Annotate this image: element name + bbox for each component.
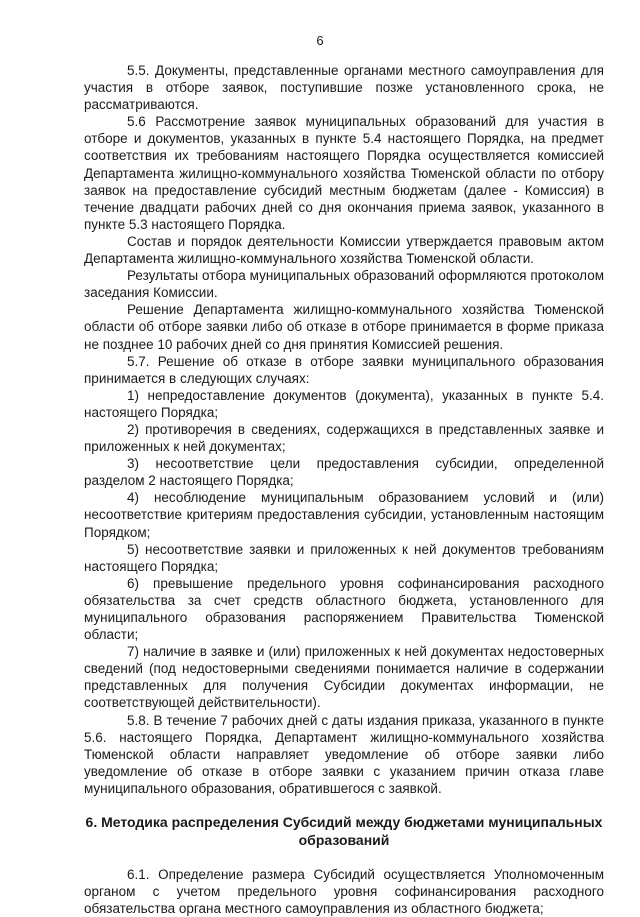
list-item-7: 7) наличие в заявке и (или) приложенных к ней документах недостоверных сведений (под недостоверными сведениями понимается наличие в содержании представленных для получения Субсидии документах информации, не соответствующей действительности). (84, 644, 604, 711)
list-item-2: 2) противоречия в сведениях, содержащихся в представленных заявке и приложенных к ней документах; (84, 421, 604, 455)
paragraph-5-5: 5.5. Документы, представленные органами местного самоуправления для участия в отборе заявок, поступившие позже установленного срока, не рассматриваются. (84, 63, 604, 113)
page-number: 6 (316, 33, 324, 48)
document-body (84, 62, 604, 917)
paragraph-5-8: 5.8. В течение 7 рабочих дней с даты издания приказа, указанного в пункте 5.6. настоящего Порядка, Департамент жилищно-коммунального хозяйства Тюменской области направляет уведомление об отборе заявки либо уведомление об отказе в отборе заявки с указанием причин отказа главе муниципального образования, обратившегося с заявкой. (84, 712, 604, 796)
paragraph-5-7: 5.7. Решение об отказе в отборе заявки муниципального образования принимается в следующих случаях: (84, 353, 604, 386)
paragraph-6-1: 6.1. Определение размера Субсидий осуществляется Уполномоченным органом с учетом предельного уровня софинансирования расходного обязательства органа местного самоуправления из областного бюджета; (84, 867, 604, 917)
paragraph-5-6: 5.6 Рассмотрение заявок муниципальных образований для участия в отборе и документов, указанных в пункте 5.4 настоящего Порядка, на предмет соответствия их требованиям настоящего Порядка осуществляется комиссией Департамента жилищно-коммунального хозяйства Тюменской области по отбору заявок на предоставление субсидий местным бюджетам (далее - Комиссия) в течение двадцати рабочих дней со дня окончания приема заявок, указанного в пункте 5.3 настоящего Порядка. (84, 114, 604, 232)
list-item-1: 1) непредоставление документов (документа), указанных в пункте 5.4. настоящего Порядка; (84, 387, 604, 420)
paragraph-department-decision: Решение Департамента жилищно-коммунального хозяйства Тюменской области об отборе заявки либо об отказе в отборе принимается в форме приказа не позднее 10 рабочих дней со дня принятия Комиссией решения. (84, 302, 604, 352)
list-item-5: 5) несоответствие заявки и приложенных к ней документов требованиям настоящего Порядка; (84, 541, 604, 574)
list-item-6: 6) превышение предельного уровня софинансирования расходного обязательства за счет средств областного бюджета, установленного для муниципального образования распоряжением Правительства Тюменской области; (84, 575, 604, 643)
list-item-4: 4) несоблюдение муниципальным образованием условий и (или) несоответствие критериям предоставления субсидии, установленным настоящим Порядком; (84, 490, 604, 540)
list-item-3: 3) несоответствие цели предоставления субсидии, определенной разделом 2 настоящего Порядка; (84, 456, 604, 489)
section-heading: 6. Методика распределения Субсидий между бюджетами муниципальных образований (85, 814, 603, 848)
paragraph-commission-composition: Состав и порядок деятельности Комиссии утверждается правовым актом Департамента жилищно-коммунального хозяйства Тюменской области. (84, 233, 604, 267)
paragraph-selection-results: Результаты отбора муниципальных образований оформляются протоколом заседания Комиссии. (84, 268, 604, 301)
